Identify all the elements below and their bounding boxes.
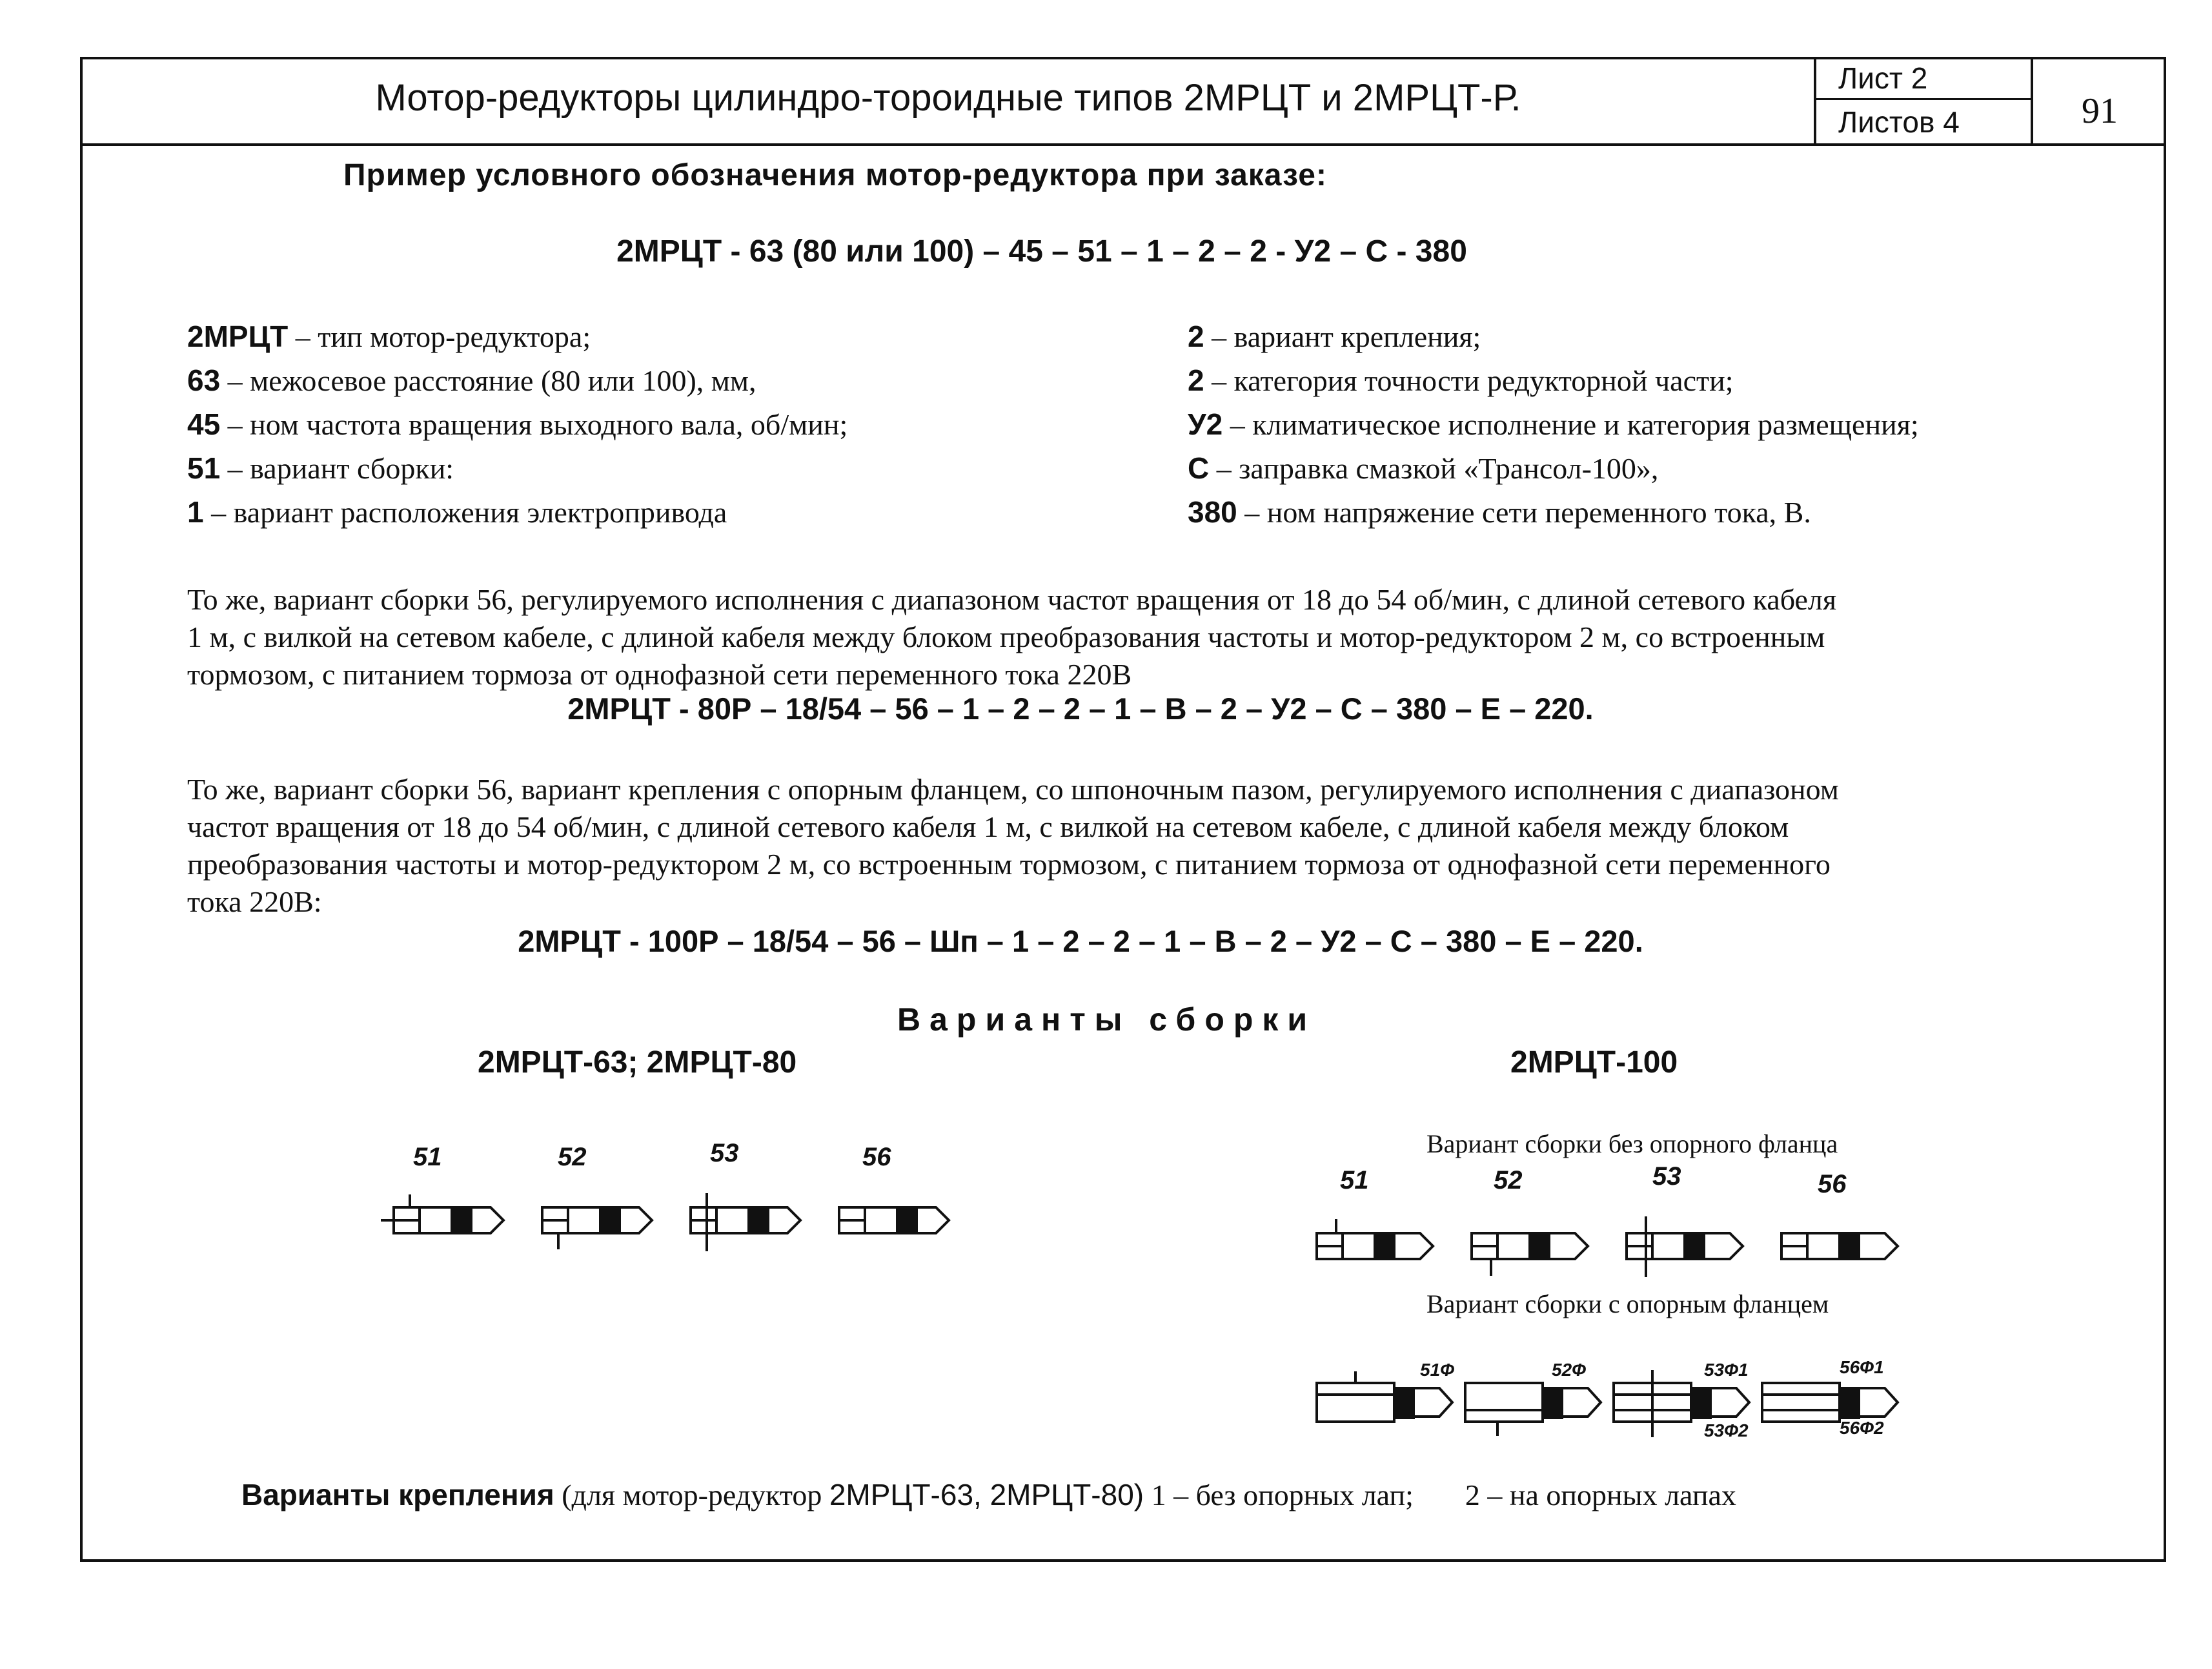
- variants-right-title: 2МРЦТ-100: [1510, 1045, 1678, 1080]
- assembly-variants-100-drawing: [1304, 1214, 1923, 1291]
- assembly-56f-icon: [1762, 1383, 1898, 1422]
- legend-item: С – заправка смазкой «Трансол-100»,: [1188, 451, 1659, 485]
- mounting-label: Варианты крепления: [241, 1478, 554, 1511]
- assembly-53-icon: [1627, 1216, 1743, 1277]
- variants-heading: Варианты сборки: [897, 1001, 1317, 1038]
- page-number: 91: [2082, 91, 2118, 131]
- legend-item: 63 – межосевое расстояние (80 или 100), мм,: [187, 363, 756, 397]
- flange-variant-label: 51Ф: [1420, 1360, 1455, 1380]
- sheet-label: Лист 2: [1838, 61, 1928, 95]
- sheet-info-box: [1814, 57, 2033, 145]
- assembly-variants-63-80-drawing: [374, 1188, 955, 1265]
- example-code: 2МРЦТ - 63 (80 или 100) – 45 – 51 – 1 – 2 – 2 - У2 – С - 380: [616, 234, 1467, 269]
- variants-left-title: 2МРЦТ-63; 2МРЦТ-80: [478, 1045, 797, 1080]
- variant-label: 53: [1652, 1162, 1681, 1191]
- assembly-52f-icon: [1465, 1383, 1601, 1436]
- assembly-53f-icon: [1614, 1370, 1749, 1437]
- assembly-51f-icon: [1317, 1371, 1452, 1422]
- legend-item: У2 – климатическое исполнение и категория размещения;: [1188, 407, 1919, 441]
- flange-variant-label: 52Ф: [1552, 1360, 1587, 1380]
- variant-label: 51: [413, 1143, 442, 1171]
- sheets-total-label: Листов 4: [1838, 105, 1960, 139]
- legend-item: 51 – вариант сборки:: [187, 451, 454, 485]
- flange-variant-label: 56Ф1: [1840, 1357, 1884, 1377]
- variant-label: 53: [710, 1139, 739, 1167]
- variant-label: 52: [1494, 1166, 1523, 1194]
- example-code-3: 2МРЦТ - 100Р – 18/54 – 56 – Шп – 1 – 2 – 2 – 1 – В – 2 – У2 – С – 380 – Е – 220.: [518, 924, 1643, 958]
- mounting-options: Варианты крепления (для мотор-редуктор 2МРЦТ-63, 2МРЦТ-80) 1 – без опорных лап; 2 – на опорных лапах: [241, 1478, 1736, 1511]
- assembly-51-icon: [381, 1194, 503, 1233]
- paragraph-example-3: То же, вариант сборки 56, вариант крепления с опорным фланцем, со шпоночным пазом, регулируемого исполнения с диапазоном частот вращения от 18 до 54 об/мин, с длиной сетевого кабеля 1 м, с вилкой на сетевом кабеле, с длиной кабеля между блоком преобразования частоты и мотор-редуктором 2 м, со встроенным тормозом, с питанием тормоза от однофазной сети переменного тока 220В:: [187, 773, 1839, 918]
- flange-variant-label: 56Ф2: [1840, 1418, 1884, 1438]
- document-title: Мотор-редукторы цилиндро-тороидные типов 2МРЦТ и 2МРЦТ-Р.: [375, 77, 1521, 119]
- caption-without-flange: Вариант сборки без опорного фланца: [1426, 1129, 1838, 1158]
- sheet-box-divider: [1816, 98, 2031, 100]
- example-code-2: 2МРЦТ - 80Р – 18/54 – 56 – 1 – 2 – 2 – 1 – В – 2 – У2 – С – 380 – Е – 220.: [567, 691, 1594, 726]
- caption-with-flange: Вариант сборки с опорным фланцем: [1426, 1289, 1829, 1318]
- paragraph-example-2: То же, вариант сборки 56, регулируемого исполнения с диапазоном частот вращения от 18 до 54 об/мин, с длиной сетевого кабеля 1 м, с вилкой на сетевом кабеле, с длиной кабеля между блоком преобразования частоты и мотор-редуктором 2 м, со встроенным тормозом, с питанием тормоза от однофазной сети переменного тока 220В: [187, 583, 1837, 691]
- legend-item: 2 – вариант крепления;: [1188, 320, 1481, 353]
- legend-item: 45 – ном частота вращения выходного вала, об/мин;: [187, 407, 848, 441]
- variant-label: 56: [862, 1143, 891, 1171]
- legend-item: 380 – ном напряжение сети переменного тока, В.: [1188, 495, 1811, 529]
- assembly-56-icon: [839, 1207, 949, 1233]
- assembly-52-icon: [542, 1207, 652, 1249]
- legend-item: 1 – вариант расположения электропривода: [187, 495, 727, 529]
- assembly-53-icon: [691, 1193, 800, 1251]
- flange-assembly-drawing: [1310, 1369, 1917, 1440]
- example-heading: Пример условного обозначения мотор-редуктора при заказе:: [343, 158, 1327, 192]
- frame-bottom-rule: [80, 1559, 2166, 1562]
- assembly-51-icon: [1317, 1219, 1433, 1259]
- variant-label: 51: [1340, 1166, 1369, 1194]
- flange-variant-label: 53Ф1: [1704, 1360, 1749, 1380]
- variant-label: 52: [558, 1143, 587, 1171]
- assembly-52-icon: [1472, 1233, 1588, 1276]
- legend-item: 2МРЦТ – тип мотор-редуктора;: [187, 320, 591, 353]
- legend-item: 2 – категория точности редукторной части;: [1188, 363, 1734, 397]
- flange-variant-label: 53Ф2: [1704, 1420, 1749, 1440]
- variant-label: 56: [1818, 1170, 1847, 1198]
- assembly-56-icon: [1781, 1233, 1898, 1259]
